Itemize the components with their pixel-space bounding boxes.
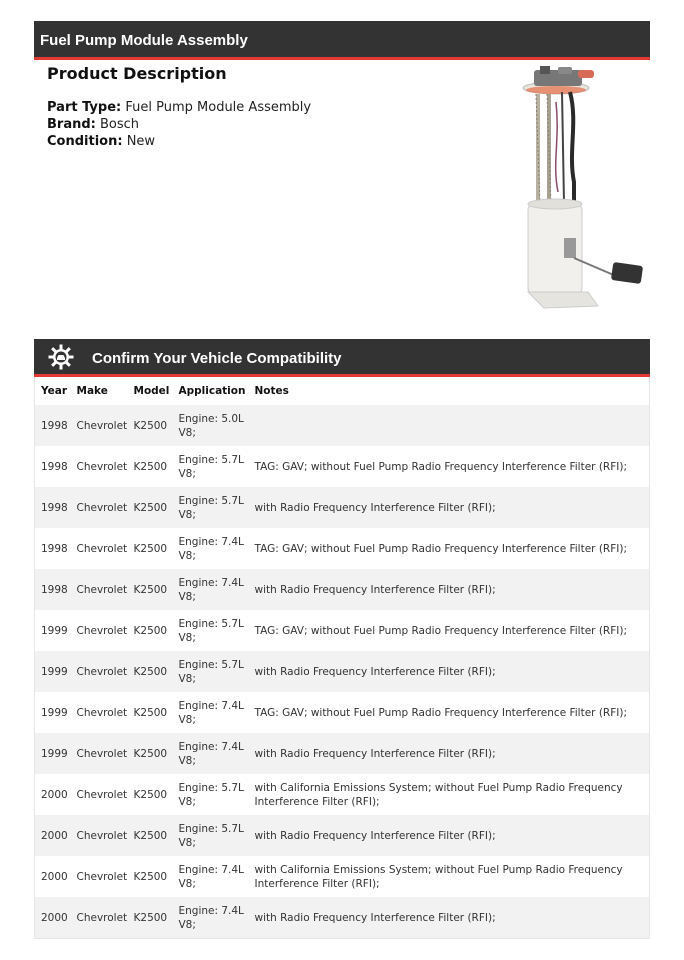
product-title: Fuel Pump Module Assembly bbox=[40, 32, 248, 49]
cell-model: K2500 bbox=[128, 446, 173, 487]
cell-make: Chevrolet bbox=[71, 774, 128, 815]
table-row bbox=[35, 815, 650, 856]
cell-application: Engine: 7.4L V8; bbox=[173, 692, 249, 733]
table-row bbox=[35, 446, 650, 487]
cell-year: 1999 bbox=[35, 610, 71, 651]
cell-application: Engine: 5.7L V8; bbox=[173, 774, 249, 815]
cell-year: 1998 bbox=[35, 487, 71, 528]
cell-year: 1998 bbox=[35, 569, 71, 610]
cell-model: K2500 bbox=[128, 774, 173, 815]
cell-application: Engine: 7.4L V8; bbox=[173, 856, 249, 897]
cell-model: K2500 bbox=[128, 733, 173, 774]
condition-label: Condition: bbox=[47, 134, 123, 149]
cell-year: 1999 bbox=[35, 733, 71, 774]
cell-application: Engine: 7.4L V8; bbox=[173, 569, 249, 610]
cell-make: Chevrolet bbox=[71, 405, 128, 446]
fuel-pump-module-image bbox=[508, 62, 656, 314]
table-row bbox=[35, 774, 650, 815]
cell-application: Engine: 5.0L V8; bbox=[173, 405, 249, 446]
table-row bbox=[35, 897, 650, 939]
cell-application: Engine: 5.7L V8; bbox=[173, 815, 249, 856]
part-type-label: Part Type: bbox=[47, 100, 122, 115]
cell-model: K2500 bbox=[128, 651, 173, 692]
cell-notes: TAG: GAV; without Fuel Pump Radio Frequency Interference Filter (RFI); bbox=[249, 446, 650, 487]
table-row bbox=[35, 856, 650, 897]
cell-make: Chevrolet bbox=[71, 610, 128, 651]
cell-make: Chevrolet bbox=[71, 487, 128, 528]
cell-make: Chevrolet bbox=[71, 815, 128, 856]
cell-year: 1998 bbox=[35, 446, 71, 487]
cell-year: 1999 bbox=[35, 692, 71, 733]
column-header-notes: Notes bbox=[249, 377, 650, 405]
cell-application: Engine: 5.7L V8; bbox=[173, 487, 249, 528]
cell-make: Chevrolet bbox=[71, 651, 128, 692]
table-row bbox=[35, 405, 650, 446]
table-row bbox=[35, 610, 650, 651]
cell-notes: with Radio Frequency Interference Filter (RFI); bbox=[249, 815, 650, 856]
cell-year: 2000 bbox=[35, 856, 71, 897]
cell-application: Engine: 7.4L V8; bbox=[173, 897, 249, 939]
cell-notes: with Radio Frequency Interference Filter (RFI); bbox=[249, 733, 650, 774]
cell-make: Chevrolet bbox=[71, 528, 128, 569]
table-row bbox=[35, 733, 650, 774]
cell-notes: with Radio Frequency Interference Filter (RFI); bbox=[249, 487, 650, 528]
table-row bbox=[35, 692, 650, 733]
compatibility-title: Confirm Your Vehicle Compatibility bbox=[92, 350, 342, 367]
cell-model: K2500 bbox=[128, 692, 173, 733]
table-row bbox=[35, 528, 650, 569]
description-heading: Product Description bbox=[47, 64, 227, 83]
cell-notes: with Radio Frequency Interference Filter (RFI); bbox=[249, 897, 650, 939]
cell-make: Chevrolet bbox=[71, 692, 128, 733]
cell-year: 2000 bbox=[35, 815, 71, 856]
compatibility-header bbox=[34, 339, 650, 377]
cell-application: Engine: 5.7L V8; bbox=[173, 651, 249, 692]
brand-label: Brand: bbox=[47, 117, 96, 132]
column-header-make: Make bbox=[71, 377, 128, 405]
cell-model: K2500 bbox=[128, 856, 173, 897]
table-header-row bbox=[35, 377, 650, 405]
cell-notes bbox=[249, 405, 650, 446]
cell-make: Chevrolet bbox=[71, 733, 128, 774]
cell-notes: TAG: GAV; without Fuel Pump Radio Frequency Interference Filter (RFI); bbox=[249, 692, 650, 733]
cell-year: 2000 bbox=[35, 774, 71, 815]
cell-application: Engine: 7.4L V8; bbox=[173, 528, 249, 569]
cell-model: K2500 bbox=[128, 815, 173, 856]
cell-notes: TAG: GAV; without Fuel Pump Radio Frequency Interference Filter (RFI); bbox=[249, 610, 650, 651]
cell-application: Engine: 5.7L V8; bbox=[173, 610, 249, 651]
cell-notes: with Radio Frequency Interference Filter (RFI); bbox=[249, 651, 650, 692]
gear-car-icon bbox=[48, 344, 74, 370]
cell-year: 1998 bbox=[35, 405, 71, 446]
cell-notes: TAG: GAV; without Fuel Pump Radio Frequency Interference Filter (RFI); bbox=[249, 528, 650, 569]
cell-make: Chevrolet bbox=[71, 856, 128, 897]
cell-model: K2500 bbox=[128, 569, 173, 610]
cell-make: Chevrolet bbox=[71, 569, 128, 610]
cell-year: 1998 bbox=[35, 528, 71, 569]
cell-make: Chevrolet bbox=[71, 446, 128, 487]
cell-make: Chevrolet bbox=[71, 897, 128, 939]
cell-year: 2000 bbox=[35, 897, 71, 939]
table-row bbox=[35, 569, 650, 610]
table-row bbox=[35, 487, 650, 528]
brand-value: Bosch bbox=[100, 117, 140, 132]
cell-notes: with Radio Frequency Interference Filter (RFI); bbox=[249, 569, 650, 610]
cell-notes: with California Emissions System; without Fuel Pump Radio Frequency Interference Filter (RFI); bbox=[249, 856, 650, 897]
cell-model: K2500 bbox=[128, 610, 173, 651]
condition-value: New bbox=[126, 134, 156, 149]
part-type-value: Fuel Pump Module Assembly bbox=[125, 100, 312, 115]
brand-row bbox=[47, 117, 139, 132]
table-row bbox=[35, 651, 650, 692]
column-header-year: Year bbox=[35, 377, 71, 405]
cell-year: 1999 bbox=[35, 651, 71, 692]
column-header-application: Application bbox=[173, 377, 249, 405]
cell-notes: with California Emissions System; without Fuel Pump Radio Frequency Interference Filter (RFI); bbox=[249, 774, 650, 815]
product-title-bar bbox=[34, 21, 650, 60]
column-header-model: Model bbox=[128, 377, 173, 405]
part-type-row bbox=[47, 100, 311, 115]
cell-model: K2500 bbox=[128, 897, 173, 939]
cell-application: Engine: 5.7L V8; bbox=[173, 446, 249, 487]
cell-application: Engine: 7.4L V8; bbox=[173, 733, 249, 774]
cell-model: K2500 bbox=[128, 528, 173, 569]
cell-model: K2500 bbox=[128, 487, 173, 528]
cell-model: K2500 bbox=[128, 405, 173, 446]
compatibility-table bbox=[34, 377, 650, 939]
condition-row bbox=[47, 134, 155, 149]
